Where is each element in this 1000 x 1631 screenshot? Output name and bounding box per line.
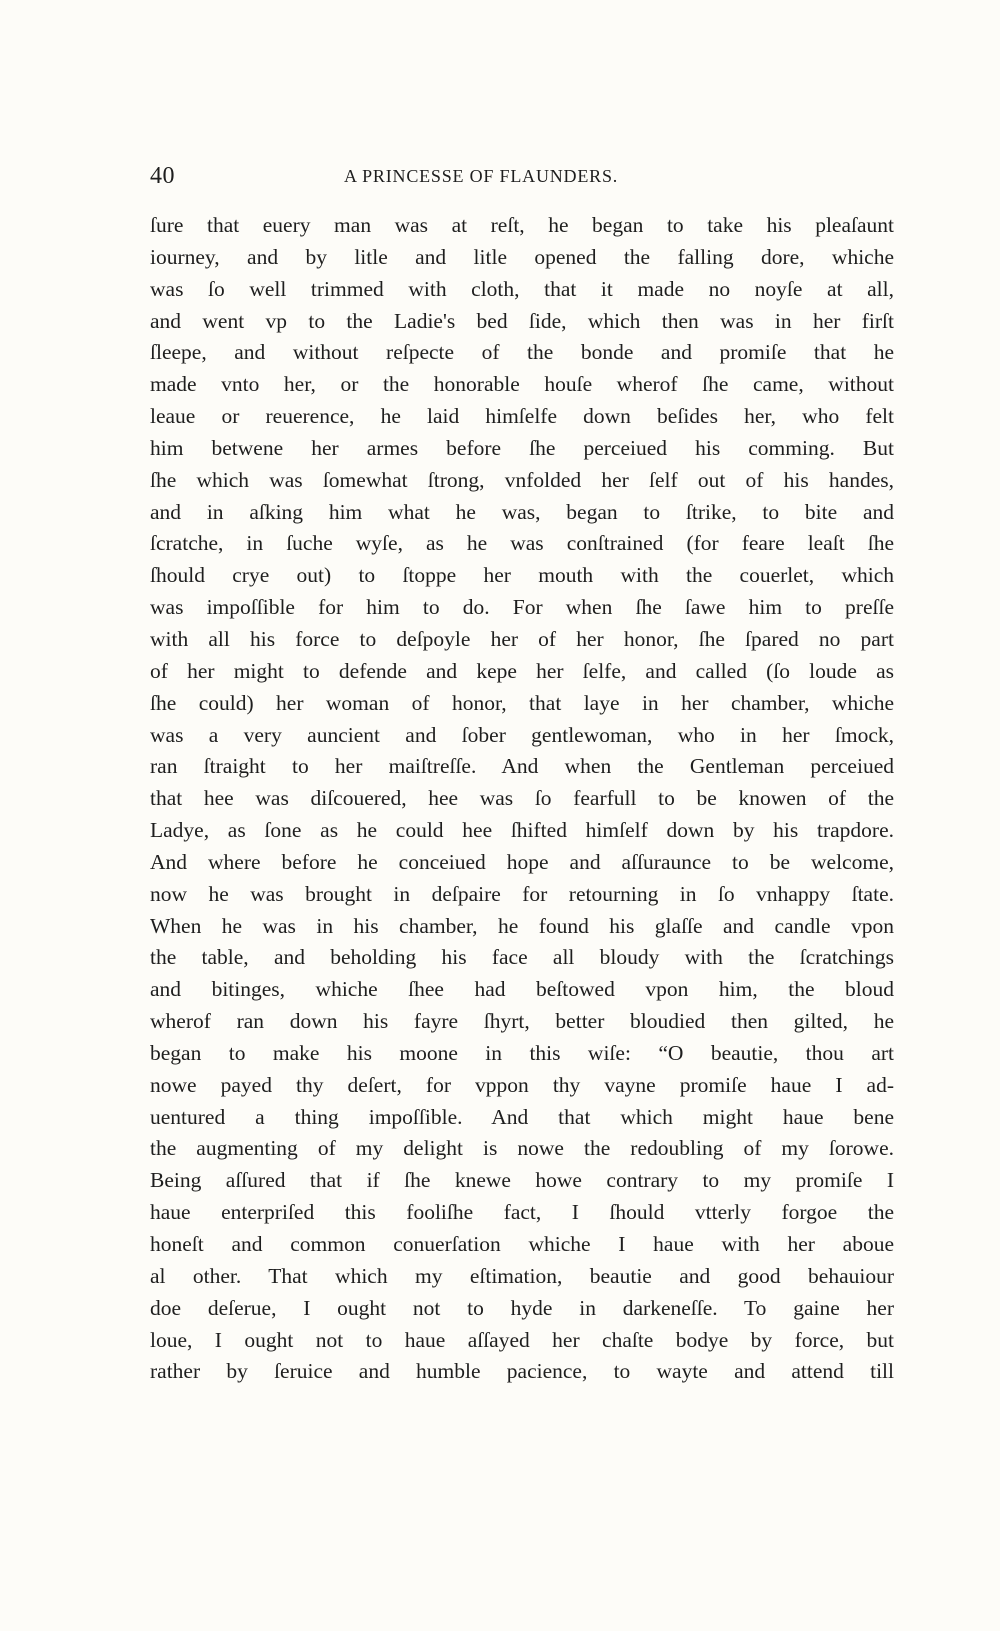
text-line: began to make his moone in this wiſe: “O beautie, thou art <box>150 1040 894 1065</box>
text-line: made vnto her, or the honorable houſe wherof ſhe came, without <box>150 372 894 397</box>
text-line: ran ſtraight to her maiſtreſſe. And when the Gentleman perceiued <box>150 754 894 779</box>
running-title: A PRINCESSE OF FLAUNDERS. <box>344 166 619 186</box>
text-line: And where before he conceiued hope and aſſuraunce to be welcome, <box>150 849 894 874</box>
text-line: ſleepe, and without reſpecte of the bonde and promiſe that he <box>150 340 894 365</box>
text-line: Being aſſured that if ſhe knewe howe contrary to my promiſe I <box>150 1168 894 1193</box>
text-line: with all his force to deſpoyle her of her honor, ſhe ſpared no part <box>150 626 894 651</box>
text-line: ſhould crye out) to ſtoppe her mouth with the couerlet, which <box>150 563 894 588</box>
text-line: and in aſking him what he was, began to ſtrike, to bite and <box>150 499 894 524</box>
text-line: When he was in his chamber, he found his glaſſe and candle vpon <box>150 913 894 938</box>
text-line: nowe payed thy deſert, for vppon thy vayne promiſe haue I ad- <box>150 1072 894 1097</box>
text-line: doe deſerue, I ought not to hyde in darkeneſſe. To gaine her <box>150 1295 894 1320</box>
text-line: and went vp to the Ladie's bed ſide, which then was in her firſt <box>150 308 894 333</box>
text-line: iourney, and by litle and litle opened the falling dore, whiche <box>150 244 894 269</box>
text-line: him betwene her armes before ſhe perceiued his comming. But <box>150 435 894 460</box>
text-line: that hee was diſcouered, hee was ſo fearfull to be knowen of the <box>150 786 894 811</box>
text-line: and bitinges, whiche ſhee had beſtowed vpon him, the bloud <box>150 977 894 1002</box>
text-line: ſure that euery man was at reſt, he began to take his pleaſaunt <box>150 213 894 237</box>
text-line: was impoſſible for him to do. For when ſhe ſawe him to preſſe <box>150 595 894 620</box>
text-line: Ladye, as ſone as he could hee ſhifted himſelf down by his trapdore. <box>150 818 894 843</box>
text-line: of her might to defende and kepe her ſelfe, and called (ſo loude as <box>150 658 894 683</box>
text-line: leaue or reuerence, he laid himſelfe down beſides her, who felt <box>150 404 894 429</box>
text-line: ſcratche, in ſuche wyſe, as he was conſtrained (for feare leaſt ſhe <box>150 531 894 556</box>
text-line: ſhe which was ſomewhat ſtrong, vnfolded her ſelf out of his handes, <box>150 467 894 492</box>
page-number: 40 <box>150 163 175 189</box>
text-line: was ſo well trimmed with cloth, that it made no noyſe at all, <box>150 276 894 301</box>
text-line: the augmenting of my delight is nowe the redoubling of my ſorowe. <box>150 1136 894 1161</box>
body-text <box>150 210 894 1388</box>
text-line: wherof ran down his fayre ſhyrt, better bloudied then gilted, he <box>150 1009 894 1034</box>
text-line: now he was brought in deſpaire for retourning in ſo vnhappy ſtate. <box>150 881 894 906</box>
text-line: al other. That which my eſtimation, beautie and good behauiour <box>150 1263 894 1288</box>
text-line: loue, I ought not to haue aſſayed her chaſte bodye by force, but <box>150 1327 894 1352</box>
text-line: uentured a thing impoſſible. And that which might haue bene <box>150 1104 894 1129</box>
text-line: was a very auncient and ſober gentlewoman, who in her ſmock, <box>150 722 894 747</box>
text-line: haue enterpriſed this fooliſhe fact, I ſhould vtterly forgoe the <box>150 1200 894 1225</box>
text-line: rather by ſeruice and humble pacience, to wayte and attend till <box>150 1359 894 1384</box>
page-header <box>150 163 894 199</box>
text-line: the table, and beholding his face all bloudy with the ſcratchings <box>150 945 894 970</box>
text-line: honeſt and common conuerſation whiche I haue with her aboue <box>150 1232 894 1256</box>
text-line: ſhe could) her woman of honor, that laye in her chamber, whiche <box>150 690 894 715</box>
